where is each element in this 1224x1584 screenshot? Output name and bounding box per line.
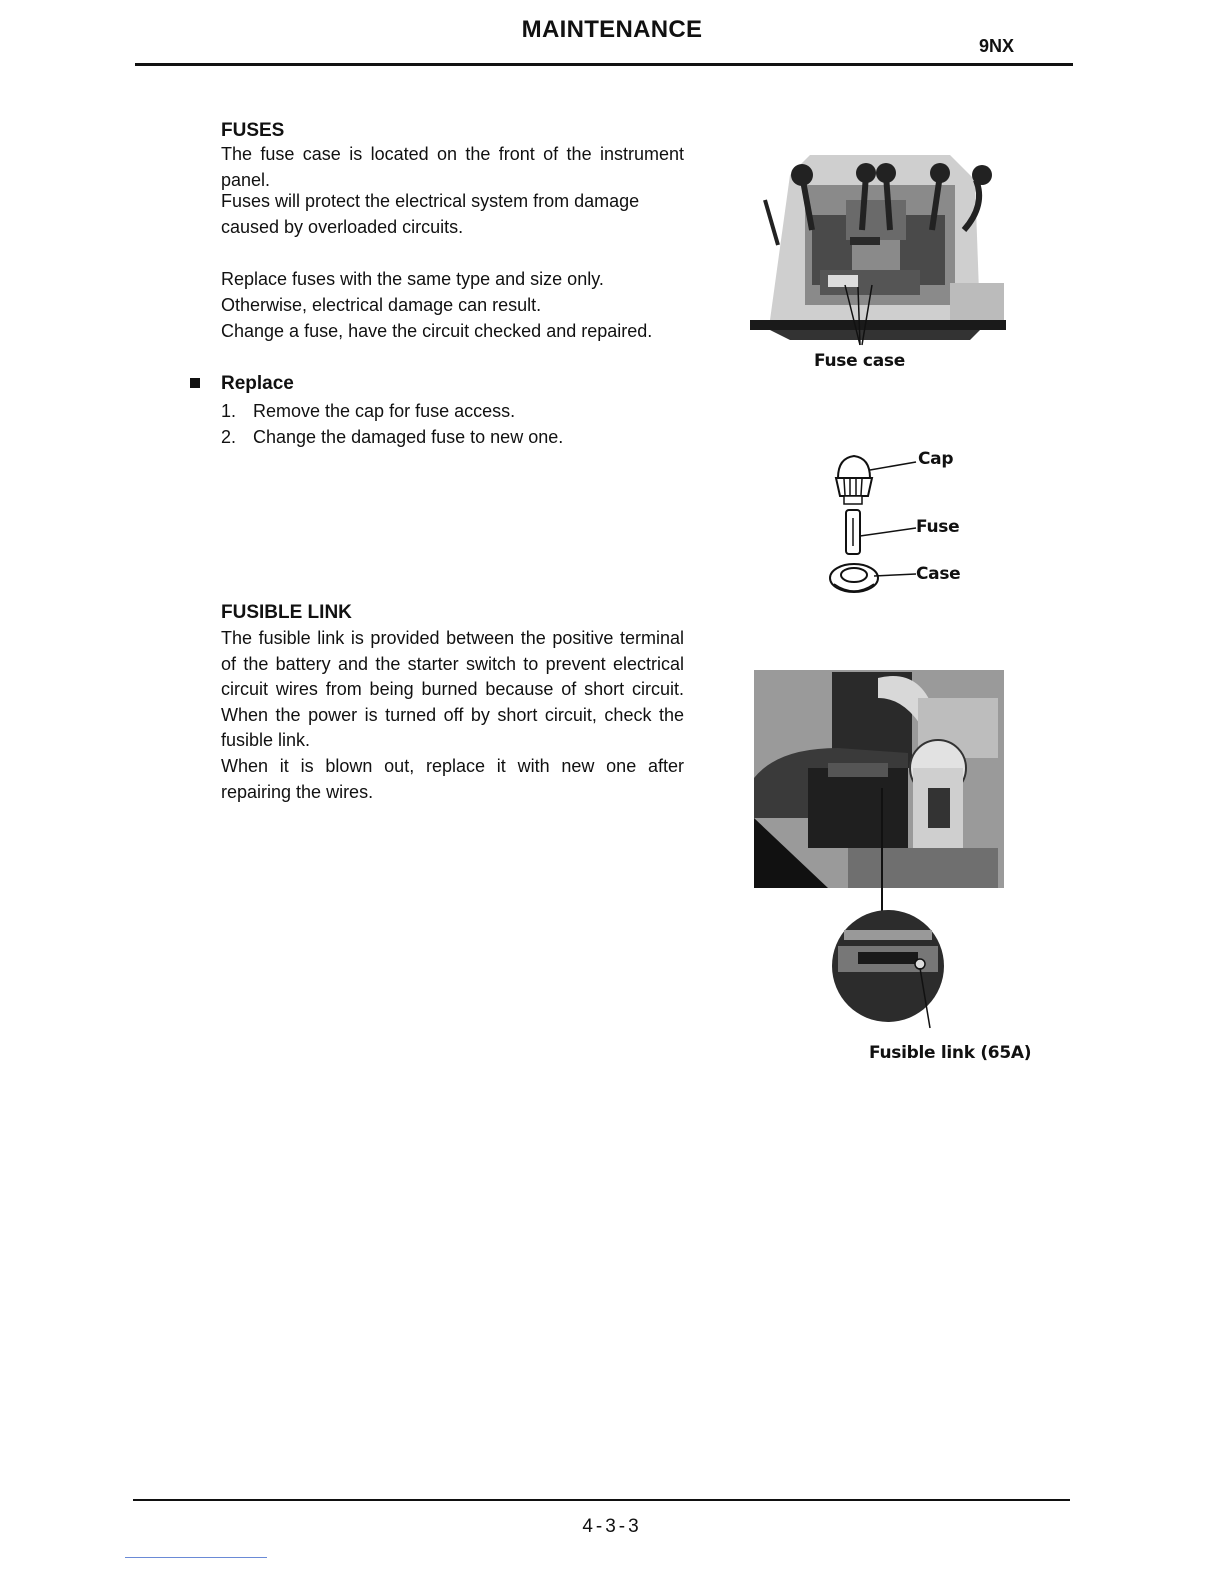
fusible-link-photo: [748, 668, 1010, 1030]
fuse-icon: [846, 510, 860, 554]
fuses-paragraph-protection: Fuses will protect the electrical system from damage caused by overloaded circuits.: [221, 191, 640, 237]
model-code: 9NX: [979, 36, 1015, 56]
step-text: Change the damaged fuse to new one.: [253, 427, 564, 447]
cap-label: Cap: [918, 449, 954, 469]
instrument-panel-photo: [750, 145, 1006, 355]
bullet-square: [190, 378, 200, 388]
fuses-paragraph-change: Change a fuse, have the circuit checked and repaired.: [221, 321, 653, 341]
cap-icon: [836, 456, 872, 504]
replace-steps: [221, 398, 563, 450]
step-number: 1.: [221, 401, 237, 421]
step-item: [221, 424, 563, 450]
page-title: MAINTENANCE: [521, 16, 703, 43]
footer-rule: [133, 1499, 1070, 1501]
fuse-label: Fuse: [916, 517, 960, 537]
step-number: 2.: [221, 427, 237, 447]
step-item: [221, 398, 563, 424]
fuses-paragraph-replace-same: Replace fuses with the same type and size only.: [221, 269, 604, 289]
fuse-parts-diagram: [826, 448, 926, 608]
fuses-heading: FUSES: [221, 120, 285, 141]
page-number: 4-3-3: [582, 1516, 642, 1537]
fuses-paragraph-location: The fuse case is located on the front of the instrument panel.: [221, 144, 684, 190]
fuse-case-caption: Fuse case: [814, 351, 905, 371]
stray-line: [125, 1557, 267, 1558]
fusible-link-paragraph-replace: When it is blown out, replace it with new one after repairing the wires.: [221, 756, 684, 802]
fusible-link-paragraph-purpose: The fusible link is provided between the positive terminal of the battery and the starter switch to prevent electrical circuit wires from being burned because of short circuit. When the power is turned off by short circuit, check the fusible link.: [221, 628, 684, 751]
header-rule: [135, 63, 1073, 66]
replace-heading: Replace: [221, 373, 294, 394]
fuses-paragraph-damage: Otherwise, electrical damage can result.: [221, 295, 542, 315]
case-label: Case: [916, 564, 961, 584]
step-text: Remove the cap for fuse access.: [253, 401, 516, 421]
case-icon: [830, 564, 878, 592]
fusible-link-heading: FUSIBLE LINK: [221, 602, 352, 623]
fusible-link-caption: Fusible link (65A): [869, 1043, 1032, 1063]
